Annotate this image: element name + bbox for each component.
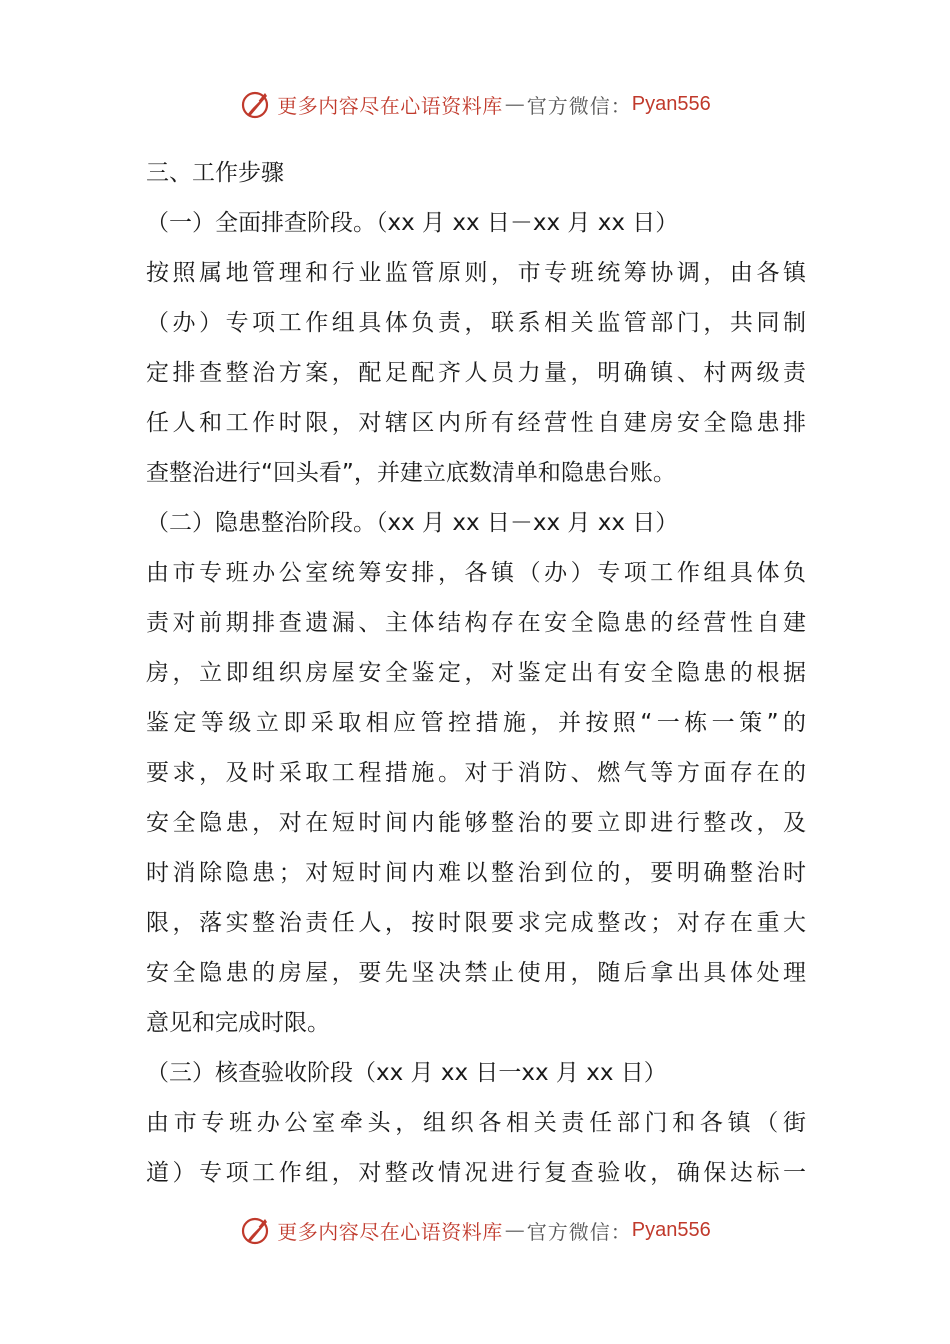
- wechat-label: 官方微信：: [526, 93, 632, 118]
- paragraph-line: 定排查整治方案，配足配齐人员力量，明确镇、村两级责: [146, 360, 806, 386]
- section-heading: 三、工作步骤: [146, 160, 284, 186]
- header-banner: [0, 84, 950, 124]
- wechat-id: Pyan556: [631, 1218, 711, 1241]
- paragraph-line: 安全隐患，对在短时间内能够整治的要立即进行整改，及: [146, 810, 806, 836]
- wechat-id: Pyan556: [631, 92, 711, 115]
- paragraph-line: 时消除隐患；对短时间内难以整治到位的，要明确整治时: [146, 860, 806, 886]
- subsection-heading: （三）核查验收阶段（xx 月 xx 日一xx 月 xx 日）: [146, 1060, 667, 1086]
- paragraph-line: 按照属地管理和行业监管原则，市专班统筹协调，由各镇: [146, 260, 806, 286]
- paragraph-line: 安全隐患的房屋，要先坚决禁止使用，随后拿出具体处理: [146, 960, 806, 986]
- paragraph-line: 由市专班办公室牵头，组织各相关责任部门和各镇（街: [146, 1110, 806, 1136]
- quill-pen-circle-icon: [239, 87, 273, 121]
- paragraph-line: 任人和工作时限，对辖区内所有经营性自建房安全隐患排: [146, 410, 806, 436]
- paragraph-line: 由市专班办公室统筹安排，各镇（办）专项工作组具体负: [146, 560, 806, 586]
- subsection-heading: （一）全面排查阶段。（xx 月 xx 日－xx 月 xx 日）: [146, 210, 679, 236]
- paragraph-line: 限，落实整治责任人，按时限要求完成整改；对存在重大: [146, 910, 806, 936]
- paragraph-line: 意见和完成时限。: [146, 1010, 330, 1036]
- document-body: [146, 148, 806, 1198]
- separator-dash: —: [504, 1218, 525, 1242]
- paragraph-line: 房，立即组织房屋安全鉴定，对鉴定出有安全隐患的根据: [146, 660, 806, 686]
- subsection-heading: （二）隐患整治阶段。（xx 月 xx 日－xx 月 xx 日）: [146, 510, 679, 536]
- wechat-label: 官方微信：: [526, 1219, 632, 1244]
- quill-pen-circle-icon: [239, 1213, 273, 1247]
- paragraph-line: 要求，及时采取工程措施。对于消防、燃气等方面存在的: [146, 760, 806, 786]
- paragraph-line: 道）专项工作组，对整改情况进行复查验收，确保达标一: [146, 1160, 806, 1186]
- separator-dash: —: [504, 92, 525, 116]
- paragraph-line: 查整治进行“回头看”，并建立底数清单和隐患台账。: [146, 460, 676, 486]
- paragraph-line: 鉴定等级立即采取相应管控措施，并按照“一栋一策”的: [146, 710, 806, 736]
- site-name: 更多内容尽在心语资料库: [277, 93, 503, 118]
- footer-banner: [0, 1210, 950, 1250]
- site-name: 更多内容尽在心语资料库: [277, 1219, 503, 1244]
- paragraph-line: 责对前期排查遗漏、主体结构存在安全隐患的经营性自建: [146, 610, 806, 636]
- paragraph-line: （办）专项工作组具体负责，联系相关监管部门，共同制: [146, 310, 806, 336]
